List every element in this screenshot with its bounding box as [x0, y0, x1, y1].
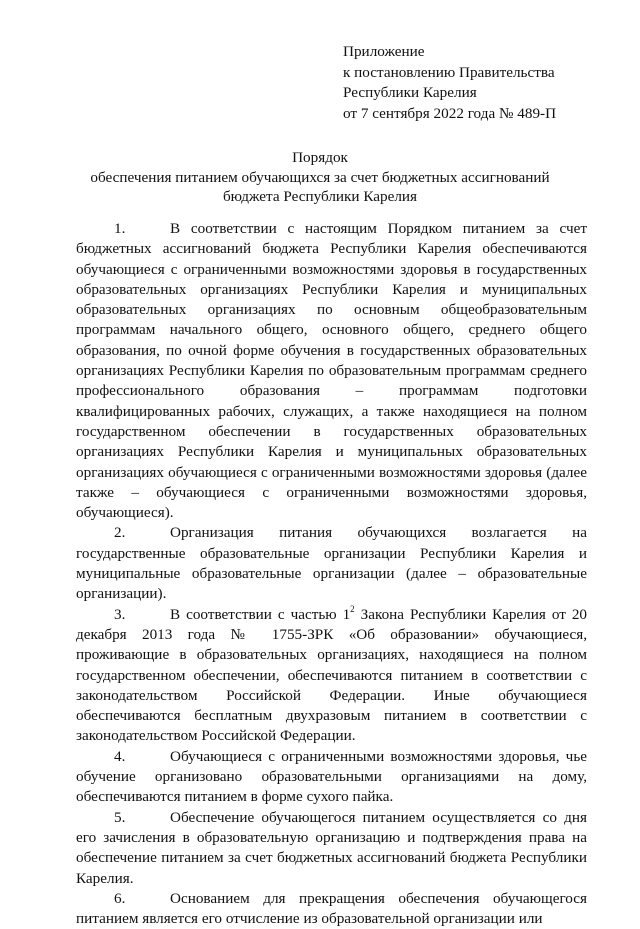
title-line-1: Порядок	[292, 149, 348, 166]
paragraph-text: Обеспечение обучающегося питанием осуществляется со дня его зачисления в образовательную организацию и подтверждения права на обеспечение питанием за счет бюджетных ассигнований бюджета Республики Карелия.	[76, 808, 587, 887]
paragraph-text: Организация питания обучающихся возлагается на государственные образовательные организации Республики Карелия и муниципальные образовательные организации (далее – образовательные организации).	[76, 524, 587, 603]
paragraph-text: Обучающиеся с ограниченными возможностями здоровья, чье обучение организовано образовательными организациями на дому, обеспечиваются питанием в форме сухого пайка.	[76, 747, 587, 806]
paragraph-number: 5.	[114, 808, 126, 826]
paragraph-text: Основанием для прекращения обеспечения обучающегося питанием является его отчисление из образовательной организации или	[76, 889, 587, 928]
paragraph-3	[76, 605, 587, 747]
title-line-3: бюджета Республики Карелия	[222, 188, 418, 205]
paragraph-6	[76, 889, 587, 929]
paragraph-2	[76, 523, 587, 604]
paragraph-text-before: В соответствии с частью 1	[170, 605, 351, 623]
paragraph-text-after: Закона Республики Карелия от 20 декабря 2013 года № 1755-ЗРК «Об образовании» обучающиеся, проживающие в образовательных организациях, находящиеся на полном государственном обеспечении, обеспечиваются питанием в соответствии с законодательством Российской Федерации. Иные обучающиеся обеспечиваются бесплатным двухразовым питанием в соответствии с законодательством Российской Федерации.	[76, 605, 588, 745]
document-body	[76, 219, 587, 929]
paragraph-5	[76, 808, 587, 889]
paragraph-number: 1.	[114, 220, 126, 237]
appendix-line-2: к постановлению Правительства	[343, 63, 555, 81]
paragraph-1	[76, 219, 587, 523]
paragraph-number: 3.	[114, 605, 126, 623]
paragraph-text: В соответствии с настоящим Порядком питанием за счет бюджетных ассигнований бюджета Республики Карелия обеспечиваются обучающиеся с ограниченными возможностями здоровья в государственных образовательных организациях Республики Карелия и муниципальных образовательных организациях по основным общеобразовательным программам начального общего, основного общего, среднего общего образования, по очной форме обучения в государственных образовательных организациях Республики Карелия по образовательным программам среднего профессионального образования – программам подготовки квалифицированных рабочих, служащих, а также находящиеся на полном государственном обеспечении в государственных образовательных организациях Республики Карелия и муниципальных образовательных организациях обучающиеся с ограниченными возможностями здоровья (далее также – обучающиеся с ограниченными возможностями здоровья, обучающиеся).	[76, 220, 587, 522]
appendix-line-3: Республики Карелия	[343, 84, 477, 101]
superscript-index: 2	[350, 603, 355, 614]
paragraph-number: 4.	[114, 747, 126, 765]
paragraph-number: 6.	[114, 889, 126, 907]
title-line-2: обеспечения питанием обучающихся за счет бюджетных ассигнований	[90, 168, 550, 186]
appendix-line-4: от 7 сентября 2022 года № 489-П	[343, 104, 557, 122]
appendix-line-1: Приложение	[343, 43, 425, 60]
appendix-header	[343, 42, 603, 124]
paragraph-number: 2.	[114, 524, 126, 542]
paragraph-4	[76, 747, 587, 808]
document-title	[76, 148, 564, 207]
